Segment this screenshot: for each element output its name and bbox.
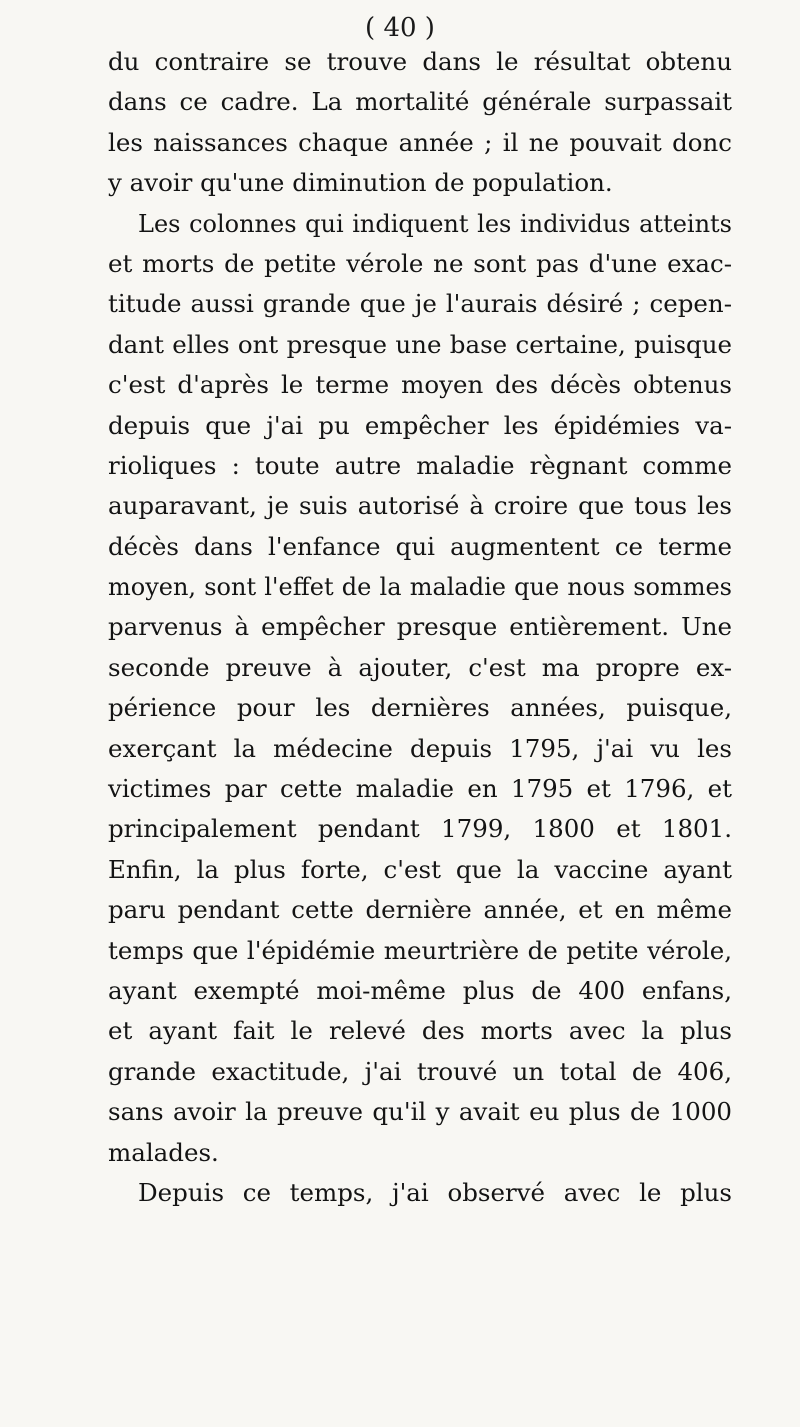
text-line: décès dans l'enfance qui augmentent ce terme bbox=[108, 531, 732, 561]
text-line: parvenus à empêcher presque entièrement. Une bbox=[108, 612, 732, 642]
text-line: rioliques : toute autre maladie règnant comme bbox=[108, 450, 732, 480]
text-line: c'est d'après le terme moyen des décès obtenus bbox=[108, 370, 732, 400]
text-line: périence pour les dernières années, puisque, bbox=[108, 693, 732, 723]
text-line: sans avoir la preuve qu'il y avait eu plus de 1000 bbox=[108, 1097, 732, 1127]
text-line: Depuis ce temps, j'ai observé avec le plus bbox=[138, 1177, 732, 1207]
text-line: du contraire se trouve dans le résultat obtenu bbox=[108, 47, 732, 76]
text-line: temps que l'épidémie meurtrière de petite vérole, bbox=[108, 935, 732, 965]
text-line: grande exactitude, j'ai trouvé un total de 406, bbox=[108, 1056, 732, 1086]
text-line: y avoir qu'une diminution de population. bbox=[108, 168, 613, 198]
text-line: seconde preuve à ajouter, c'est ma propre ex- bbox=[108, 652, 732, 682]
text-line: Les colonnes qui indiquent les individus atteints bbox=[138, 209, 732, 238]
text-line: auparavant, je suis autorisé à croire que tous les bbox=[108, 491, 732, 521]
text-line: malades. bbox=[108, 1137, 219, 1167]
text-line: moyen, sont l'effet de la maladie que nous sommes bbox=[108, 573, 732, 602]
text-line: dans ce cadre. La mortalité générale surpassait bbox=[108, 87, 732, 117]
text-line: titude aussi grande que je l'aurais désiré ; cepen- bbox=[108, 289, 732, 319]
page-number: ( 40 ) bbox=[365, 13, 435, 43]
text-line: victimes par cette maladie en 1795 et 1796, et bbox=[108, 774, 732, 804]
text-line: depuis que j'ai pu empêcher les épidémies va- bbox=[108, 410, 732, 440]
text-line: et morts de petite vérole ne sont pas d'une exac- bbox=[108, 248, 732, 278]
body-text bbox=[108, 42, 732, 1213]
text-line: Enfin, la plus forte, c'est que la vaccine ayant bbox=[108, 854, 732, 884]
text-line: exerçant la médecine depuis 1795, j'ai vu les bbox=[108, 733, 732, 763]
text-line: paru pendant cette dernière année, et en même bbox=[108, 895, 732, 925]
text-line: ayant exempté moi-même plus de 400 enfans, bbox=[108, 975, 732, 1005]
text-line: les naissances chaque année ; il ne pouvait donc bbox=[108, 127, 732, 157]
text-line: et ayant fait le relevé des morts avec la plus bbox=[108, 1016, 732, 1046]
text-line: dant elles ont presque une base certaine, puisque bbox=[108, 329, 732, 359]
text-line: principalement pendant 1799, 1800 et 1801. bbox=[108, 814, 732, 844]
